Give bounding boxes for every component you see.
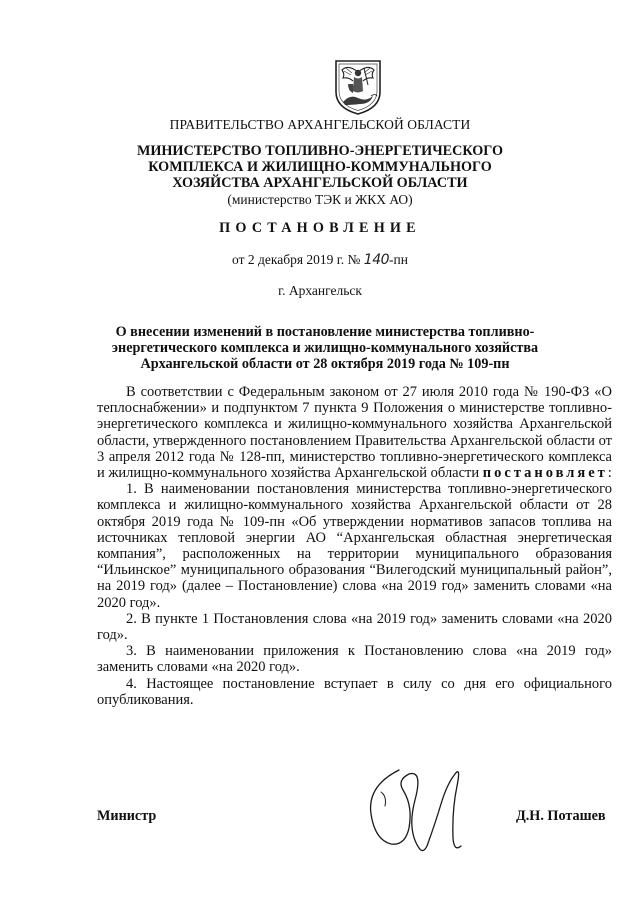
decree-item-1: 1. В наименовании постановления министерства топливно-энергетического комплекса и жилищно-коммунального хозяйства Архангельской области от 28 октября 2019 года № 109-пн «Об утверждении нормативов запасов топлива на источниках тепловой энергии АО “Архангельская областная энергетическая компания”, расположенных на территории муниципального образования “Ильинское” муниципального образования “Вилегодский муниципальный район”, на 2019 год» (далее – Постановление) слова «на 2019 год» заменить словами «на 2020 год». (97, 481, 612, 611)
ministry-name-line: МИНИСТЕРСТВО ТОПЛИВНО-ЭНЕРГЕТИЧЕСКОГО (136, 143, 504, 159)
subject-line: энергетического комплекса и жилищно-коммунального хозяйства (111, 340, 539, 356)
government-name: ПРАВИТЕЛЬСТВО АРХАНГЕЛЬСКОЙ ОБЛАСТИ (169, 117, 471, 132)
subject-line: Архангельской области от 28 октября 2019 года № 109-пн (140, 356, 510, 372)
decree-body (97, 384, 612, 708)
decree-subject (90, 324, 560, 372)
preamble-paragraph (97, 384, 612, 481)
resolves-colon: : (607, 465, 612, 482)
preamble-text: В соответствии с Федеральным законом от 27 июля 2010 года № 190-ФЗ «О теплоснабжении» и подпунктом 7 пункта 9 Положения о министерстве топливно-энергетического комплекса и жилищно-коммунального хозяйства Архангельской области, утвержденного постановлением Правительства Архангельской области от 3 апреля 2012 года № 128-пп, министерство топливно-энергетического комплекса и жилищно-коммунального хозяйства Архангельской области (97, 384, 612, 482)
decree-date: от 2 декабря 2019 г. № (232, 252, 361, 267)
ministry-name-line: КОМПЛЕКСА И ЖИЛИЩНО-КОММУНАЛЬНОГО (148, 159, 492, 175)
decree-item-2: 2. В пункте 1 Постановления слова «на 2019 год» заменить словами «на 2020 год». (97, 610, 612, 644)
decree-number-suffix: -пн (389, 252, 408, 267)
decree-number-handwritten: 140 (363, 252, 390, 268)
decree-date-number (0, 252, 640, 268)
decree-item-3: 3. В наименовании приложения к Постановлению слова «на 2019 год» заменить словами «на 2020 год». (97, 643, 612, 676)
signatory-name: Д.Н. Поташев (516, 808, 606, 824)
decree-type-heading: ПОСТАНОВЛЕНИЕ (219, 220, 421, 236)
handwritten-signature (357, 752, 479, 856)
resolves-word: постановляет (482, 465, 608, 482)
coat-of-arms-emblem (333, 58, 383, 116)
decree-city: г. Архангельск (278, 283, 362, 298)
ministry-abbreviation: (министерство ТЭК и ЖКХ АО) (227, 192, 413, 207)
signatory-position: Министр (97, 808, 157, 824)
subject-line: О внесении изменений в постановление министерства топливно- (115, 324, 535, 340)
ministry-name (0, 143, 640, 191)
decree-item-4: 4. Настоящее постановление вступает в силу со дня его официального опубликования. (97, 675, 612, 708)
ministry-name-line: ХОЗЯЙСТВА АРХАНГЕЛЬСКОЙ ОБЛАСТИ (172, 175, 468, 191)
